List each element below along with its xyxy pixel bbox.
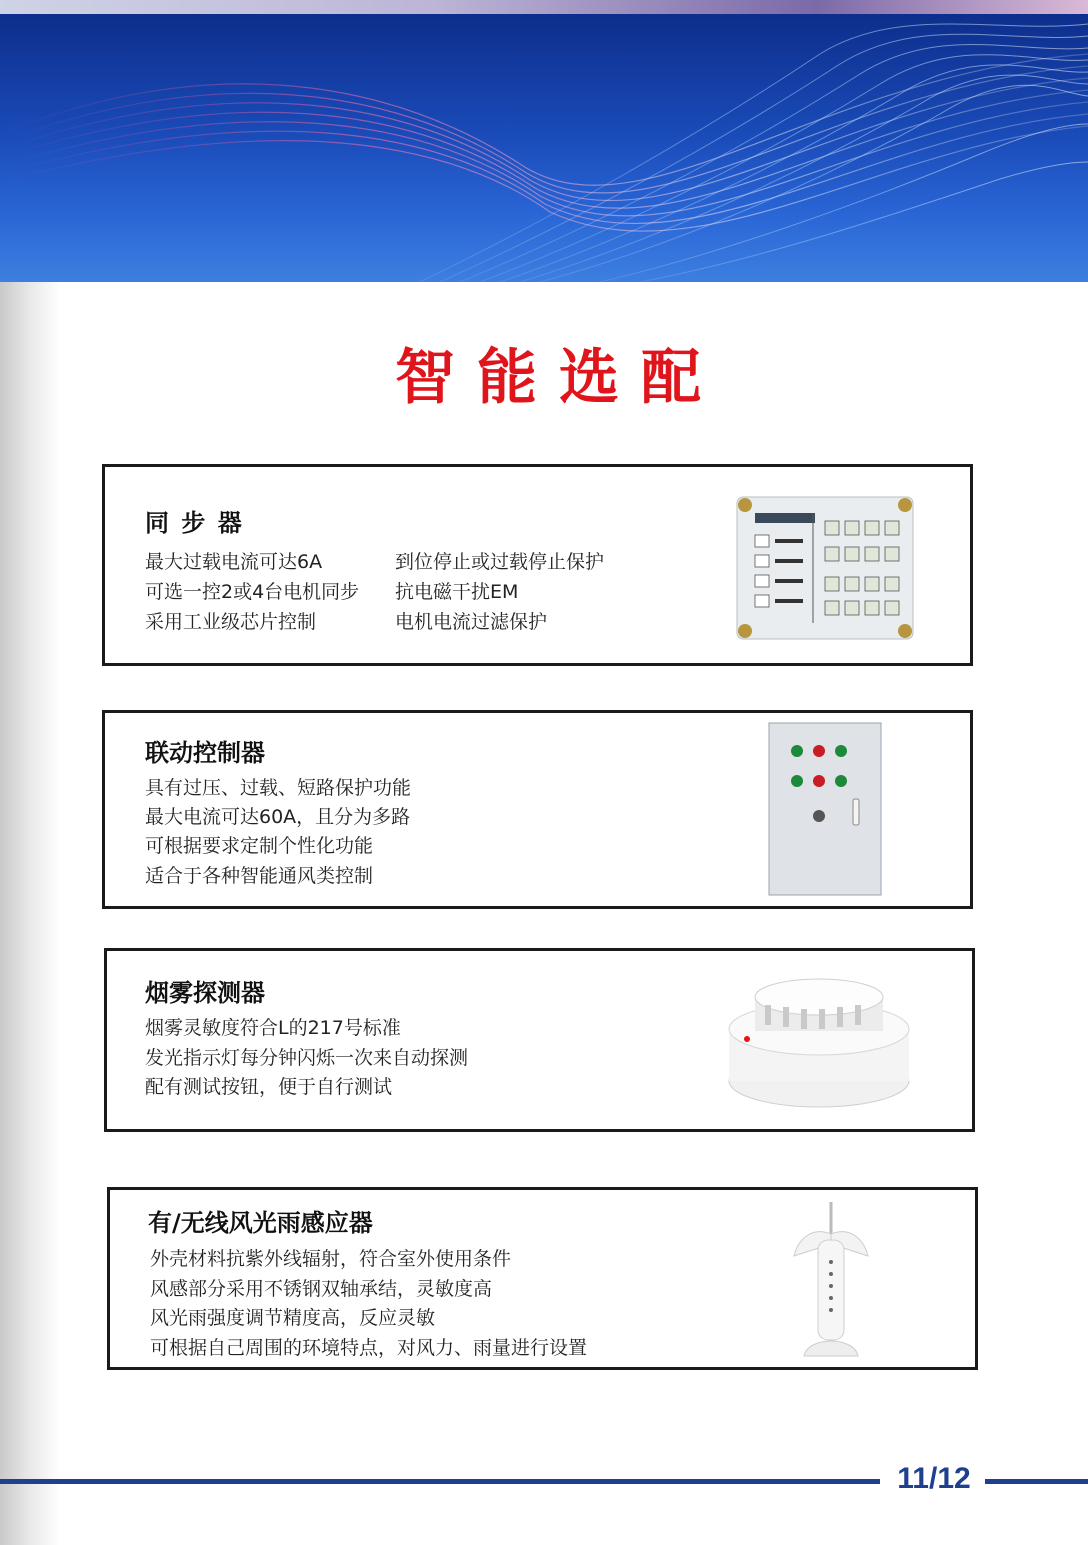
footer-divider-right [985, 1479, 1088, 1484]
spec-line: 适合于各种智能通风类控制 [145, 865, 374, 887]
product-card-synchronizer [102, 464, 973, 666]
spec-line: 电机电流过滤保护 [395, 611, 548, 633]
card-title: 同 步 器 [145, 509, 244, 537]
spec-line: 最大过载电流可达6A [145, 551, 323, 573]
spec-line: 风光雨强度调节精度高，反应灵敏 [150, 1307, 436, 1329]
spec-line: 可选一控2或4台电机同步 [145, 581, 360, 603]
page-title: 智能选配 [395, 343, 723, 413]
spec-line: 具有过压、过载、短路保护功能 [145, 777, 412, 799]
footer-divider-left [0, 1479, 880, 1484]
spec-line: 烟雾灵敏度符合L的217号标准 [145, 1017, 401, 1039]
spec-line: 到位停止或过载停止保护 [395, 551, 605, 573]
top-color-strip [0, 0, 1088, 14]
control-box-image [767, 721, 883, 897]
product-card-wind-rain-sensor [107, 1187, 978, 1370]
spec-line: 最大电流可达60A，且分为多路 [145, 806, 411, 828]
spec-line: 采用工业级芯片控制 [145, 611, 317, 633]
product-card-smoke-detector [104, 948, 975, 1132]
card-title: 有/无线风光雨感应器 [148, 1209, 373, 1237]
smoke-detector-image [725, 969, 913, 1114]
spec-line: 风感部分采用不锈钢双轴承结，灵敏度高 [150, 1278, 493, 1300]
spec-line: 外壳材料抗紫外线辐射，符合室外使用条件 [150, 1248, 512, 1270]
spec-line: 发光指示灯每分钟闪烁一次来自动探测 [145, 1047, 469, 1069]
synchronizer-panel-image [733, 491, 917, 645]
spec-line: 可根据要求定制个性化功能 [145, 835, 374, 857]
wave-lines-decoration [0, 14, 1088, 282]
spec-line: 抗电磁干扰EM [395, 581, 519, 603]
page-number: 11/12 [897, 1462, 971, 1495]
spec-line: 配有测试按钮，便于自行测试 [145, 1076, 393, 1098]
spec-line: 可根据自己周围的环境特点，对风力、雨量进行设置 [150, 1337, 588, 1359]
product-card-linkage-controller [102, 710, 973, 909]
header-banner [0, 14, 1088, 282]
card-title: 联动控制器 [145, 739, 265, 767]
wind-rain-sensor-image [786, 1196, 876, 1366]
card-title: 烟雾探测器 [145, 979, 265, 1007]
